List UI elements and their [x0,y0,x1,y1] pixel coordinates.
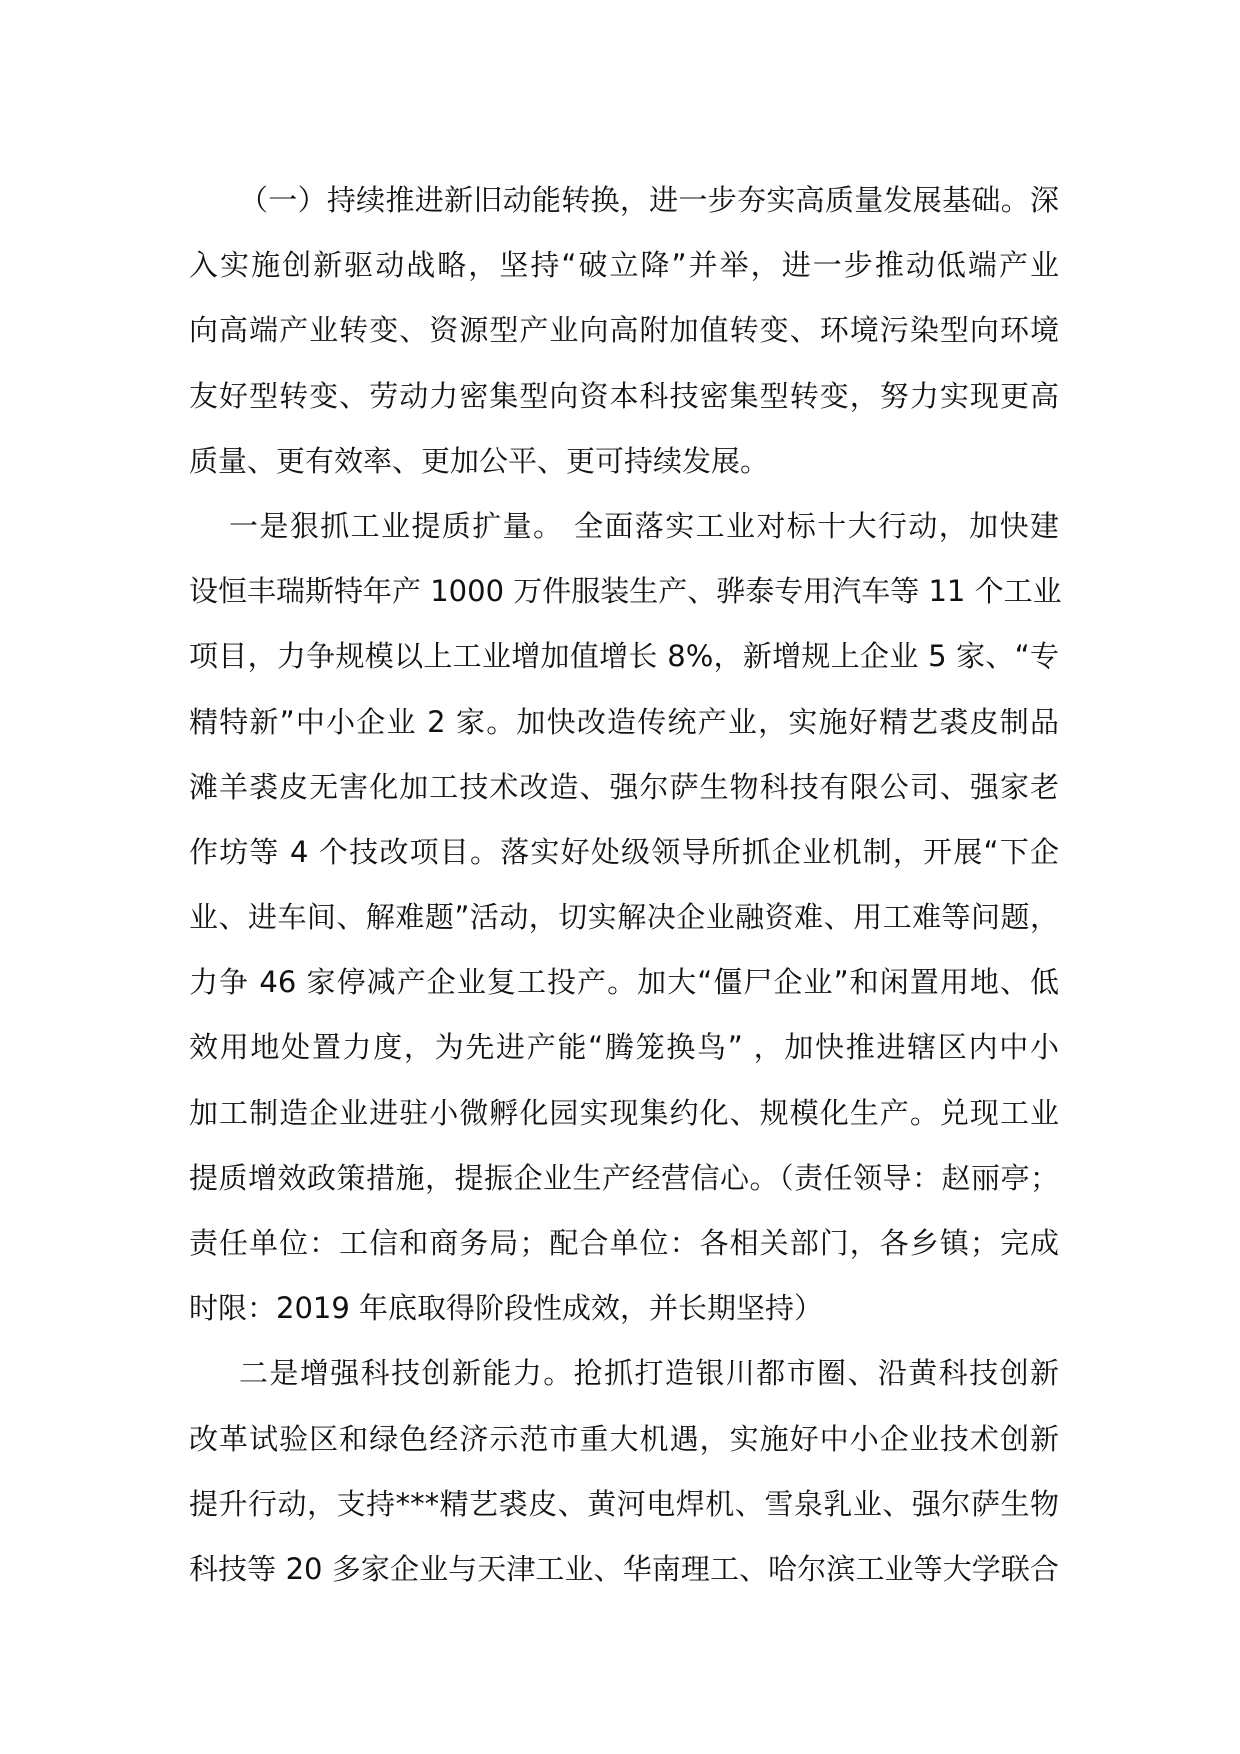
paragraph-line: 设恒丰瑞斯特年产 1000 万件服装生产、骅泰专用汽车等 11 个工业 [189,574,1062,609]
paragraph-line: 滩羊裘皮无害化加工技术改造、强尔萨生物科技有限公司、强家老 [189,769,1059,804]
paragraph-line: 提质增效政策措施，提振企业生产经营信心。（责任领导：赵丽亭； [189,1160,1059,1195]
paragraph-line: 精特新”中小企业 2 家。加快改造传统产业，实施好精艺裘皮制品 [189,704,1059,739]
paragraph-line: 项目，力争规模以上工业增加值增长 8%，新增规上企业 5 家、“专 [189,639,1059,674]
paragraph-line: 作坊等 4 个技改项目。落实好处级领导所抓企业机制，开展“下企 [189,834,1059,869]
document-body [189,168,1062,1602]
paragraph-line: 力争 46 家停减产企业复工投产。加大“僵尸企业”和闲置用地、低 [189,965,1059,1000]
paragraph-line: 效用地处置力度，为先进产能“腾笼换鸟” ，加快推进辖区内中小 [189,1030,1059,1065]
paragraph-line: 一是狠抓工业提质扩量。 全面落实工业对标十大行动，加快建 [229,508,1059,543]
paragraph-3 [189,1341,1059,1602]
paragraph-1 [189,168,1059,494]
paragraph-line: 入实施创新驱动战略，坚持“破立降”并举，进一步推动低端产业 [189,248,1059,283]
paragraph-line: 业、进车间、解难题”活动，切实解决企业融资难、用工难等问题， [189,900,1059,935]
paragraph-line: 向高端产业转变、资源型产业向高附加值转变、环境污染型向环境 [189,313,1059,348]
paragraph-line: 时限：2019 年底取得阶段性成效，并长期坚持） [189,1291,824,1326]
paragraph-line: 加工制造企业进驻小微孵化园实现集约化、规模化生产。兑现工业 [189,1095,1059,1130]
paragraph-line: 科技等 20 多家企业与天津工业、华南理工、哈尔滨工业等大学联合 [189,1551,1059,1586]
paragraph-line: 友好型转变、劳动力密集型向资本科技密集型转变，努力实现更高 [189,378,1059,413]
paragraph-line: 提升行动，支持***精艺裘皮、黄河电焊机、雪泉乳业、强尔萨生物 [189,1486,1059,1521]
paragraph-2 [189,494,1062,1341]
paragraph-line: （一）持续推进新旧动能转换，进一步夯实高质量发展基础。深 [239,183,1059,217]
paragraph-line: 质量、更有效率、更加公平、更可持续发展。 [189,443,770,478]
paragraph-line: 改革试验区和绿色经济示范市重大机遇，实施好中小企业技术创新 [189,1421,1059,1456]
paragraph-line: 责任单位：工信和商务局；配合单位：各相关部门，各乡镇；完成 [189,1226,1059,1260]
paragraph-line: 二是增强科技创新能力。抢抓打造银川都市圈、沿黄科技创新 [239,1356,1059,1391]
